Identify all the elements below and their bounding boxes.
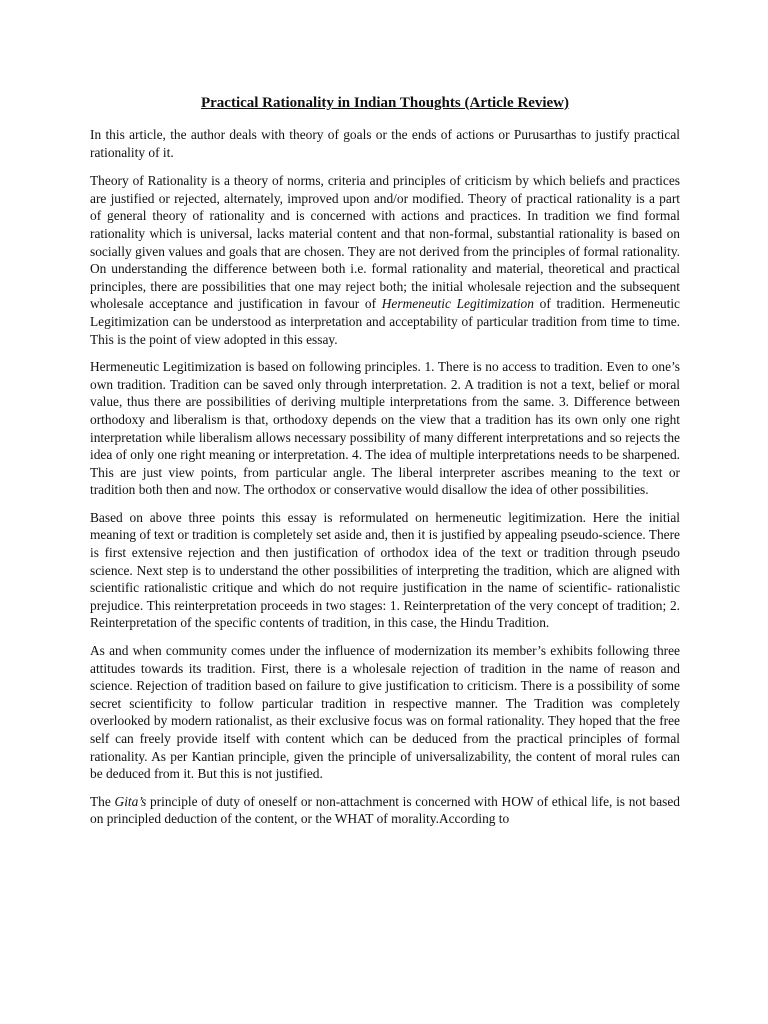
emphasis-text: Gita’s (114, 793, 147, 809)
paragraph-theory-of-rationality (90, 172, 680, 348)
emphasis-text: Hermeneutic Legitimization (381, 296, 534, 312)
paragraph-intro: In this article, the author deals with theory of goals or the ends of actions or Purusarthas to justify practical rationality of it. (90, 127, 680, 160)
paragraph-modernization: As and when community comes under the influence of modernization its member’s exhibits following three attitudes towards its tradition. First, there is a wholesale rejection of tradition in the name of reason and science. Rejection of tradition based on failure to give justification to criticism. There is a possibility of some secret scientificity to follow particular tradition in respective manner. The Tradition was completely overlooked by modern rationalist, as their exclusive focus was on formal rationality. They hoped that the free self can freely provide itself with content which can be deduced from the practical principles of formal rationality. As per Kantian principle, given the principle of universalizability, the content of moral rules can be deduced from it. But this is not justified. (90, 643, 680, 782)
paragraph-text: principle of duty of oneself or non-attachment is concerned with HOW of ethical life, is not based on principled deduction of the content, or the WHAT of morality.According to (90, 793, 681, 827)
paragraph-hermeneutic-principles: Hermeneutic Legitimization is based on following principles. 1. There is no access to tradition. Even to one’s own tradition. Tradition can be saved only through interpretation. 2. A tradition is not a text, belief or moral value, thus there are possibilities of deriving multiple interpretations from the same. 3. Difference between orthodoxy and liberalism is that, orthodoxy depends on the view that a tradition has its own only one right interpretation while liberalism allows necessary possibility of many different interpretations and so rejects the idea of only one right meaning or interpretation. 4. The idea of multiple interpretations needs to be sharpened. This are just view points, from particular angle. The liberal interpreter ascribes meaning to the text or tradition both then and now. The orthodox or conservative would disallow the idea of other possibilities. (90, 359, 680, 498)
paragraph-text: The (90, 793, 115, 809)
document-title: Practical Rationality in Indian Thoughts (Article Review) (200, 95, 570, 111)
paragraph-gita (90, 793, 680, 828)
paragraph-reformulation: Based on above three points this essay is reformulated on hermeneutic legitimization. Here the initial meaning of text or tradition is completely set aside and, then it is justified by appealing pseudo-science. There is first extensive rejection and then justification of orthodox idea of the text or tradition through pseudo science. Next step is to understand the other possibilities of interpreting the tradition, which are aligned with scientific rationalistic critique and which do not require justification in the name of scientific- rationalistic prejudice. This reinterpretation proceeds in two stages: 1. Reinterpretation of the very concept of tradition; 2. Reinterpretation of the specific contents of tradition, in this case, the Hindu Tradition. (90, 509, 680, 631)
paragraph-text: Theory of Rationality is a theory of norms, criteria and principles of criticism by which beliefs and practices are justified or rejected, alternately, improved upon and/or modified. Theory of practical rationality is a part of general theory of rationality and is concerned with actions and practices. In tradition we find formal rationality which is universal, lacks material content and that non-formal, substantial rationality is based on socially given values and goals that are chosen. They are not derived from the principles of formal rationality. On understanding the difference between both i.e. formal rationality and material, theoretical and practical principles, there are possibilities that one may reject both; the initial wholesale rejection and the subsequent wholesale acceptance and justification in favour of (90, 173, 680, 312)
paragraph-text: of tradition. Hermeneutic Legitimization can be understood as interpretation and acceptability of particular tradition from time to time. This is the point of view adopted in this essay. (90, 296, 680, 347)
